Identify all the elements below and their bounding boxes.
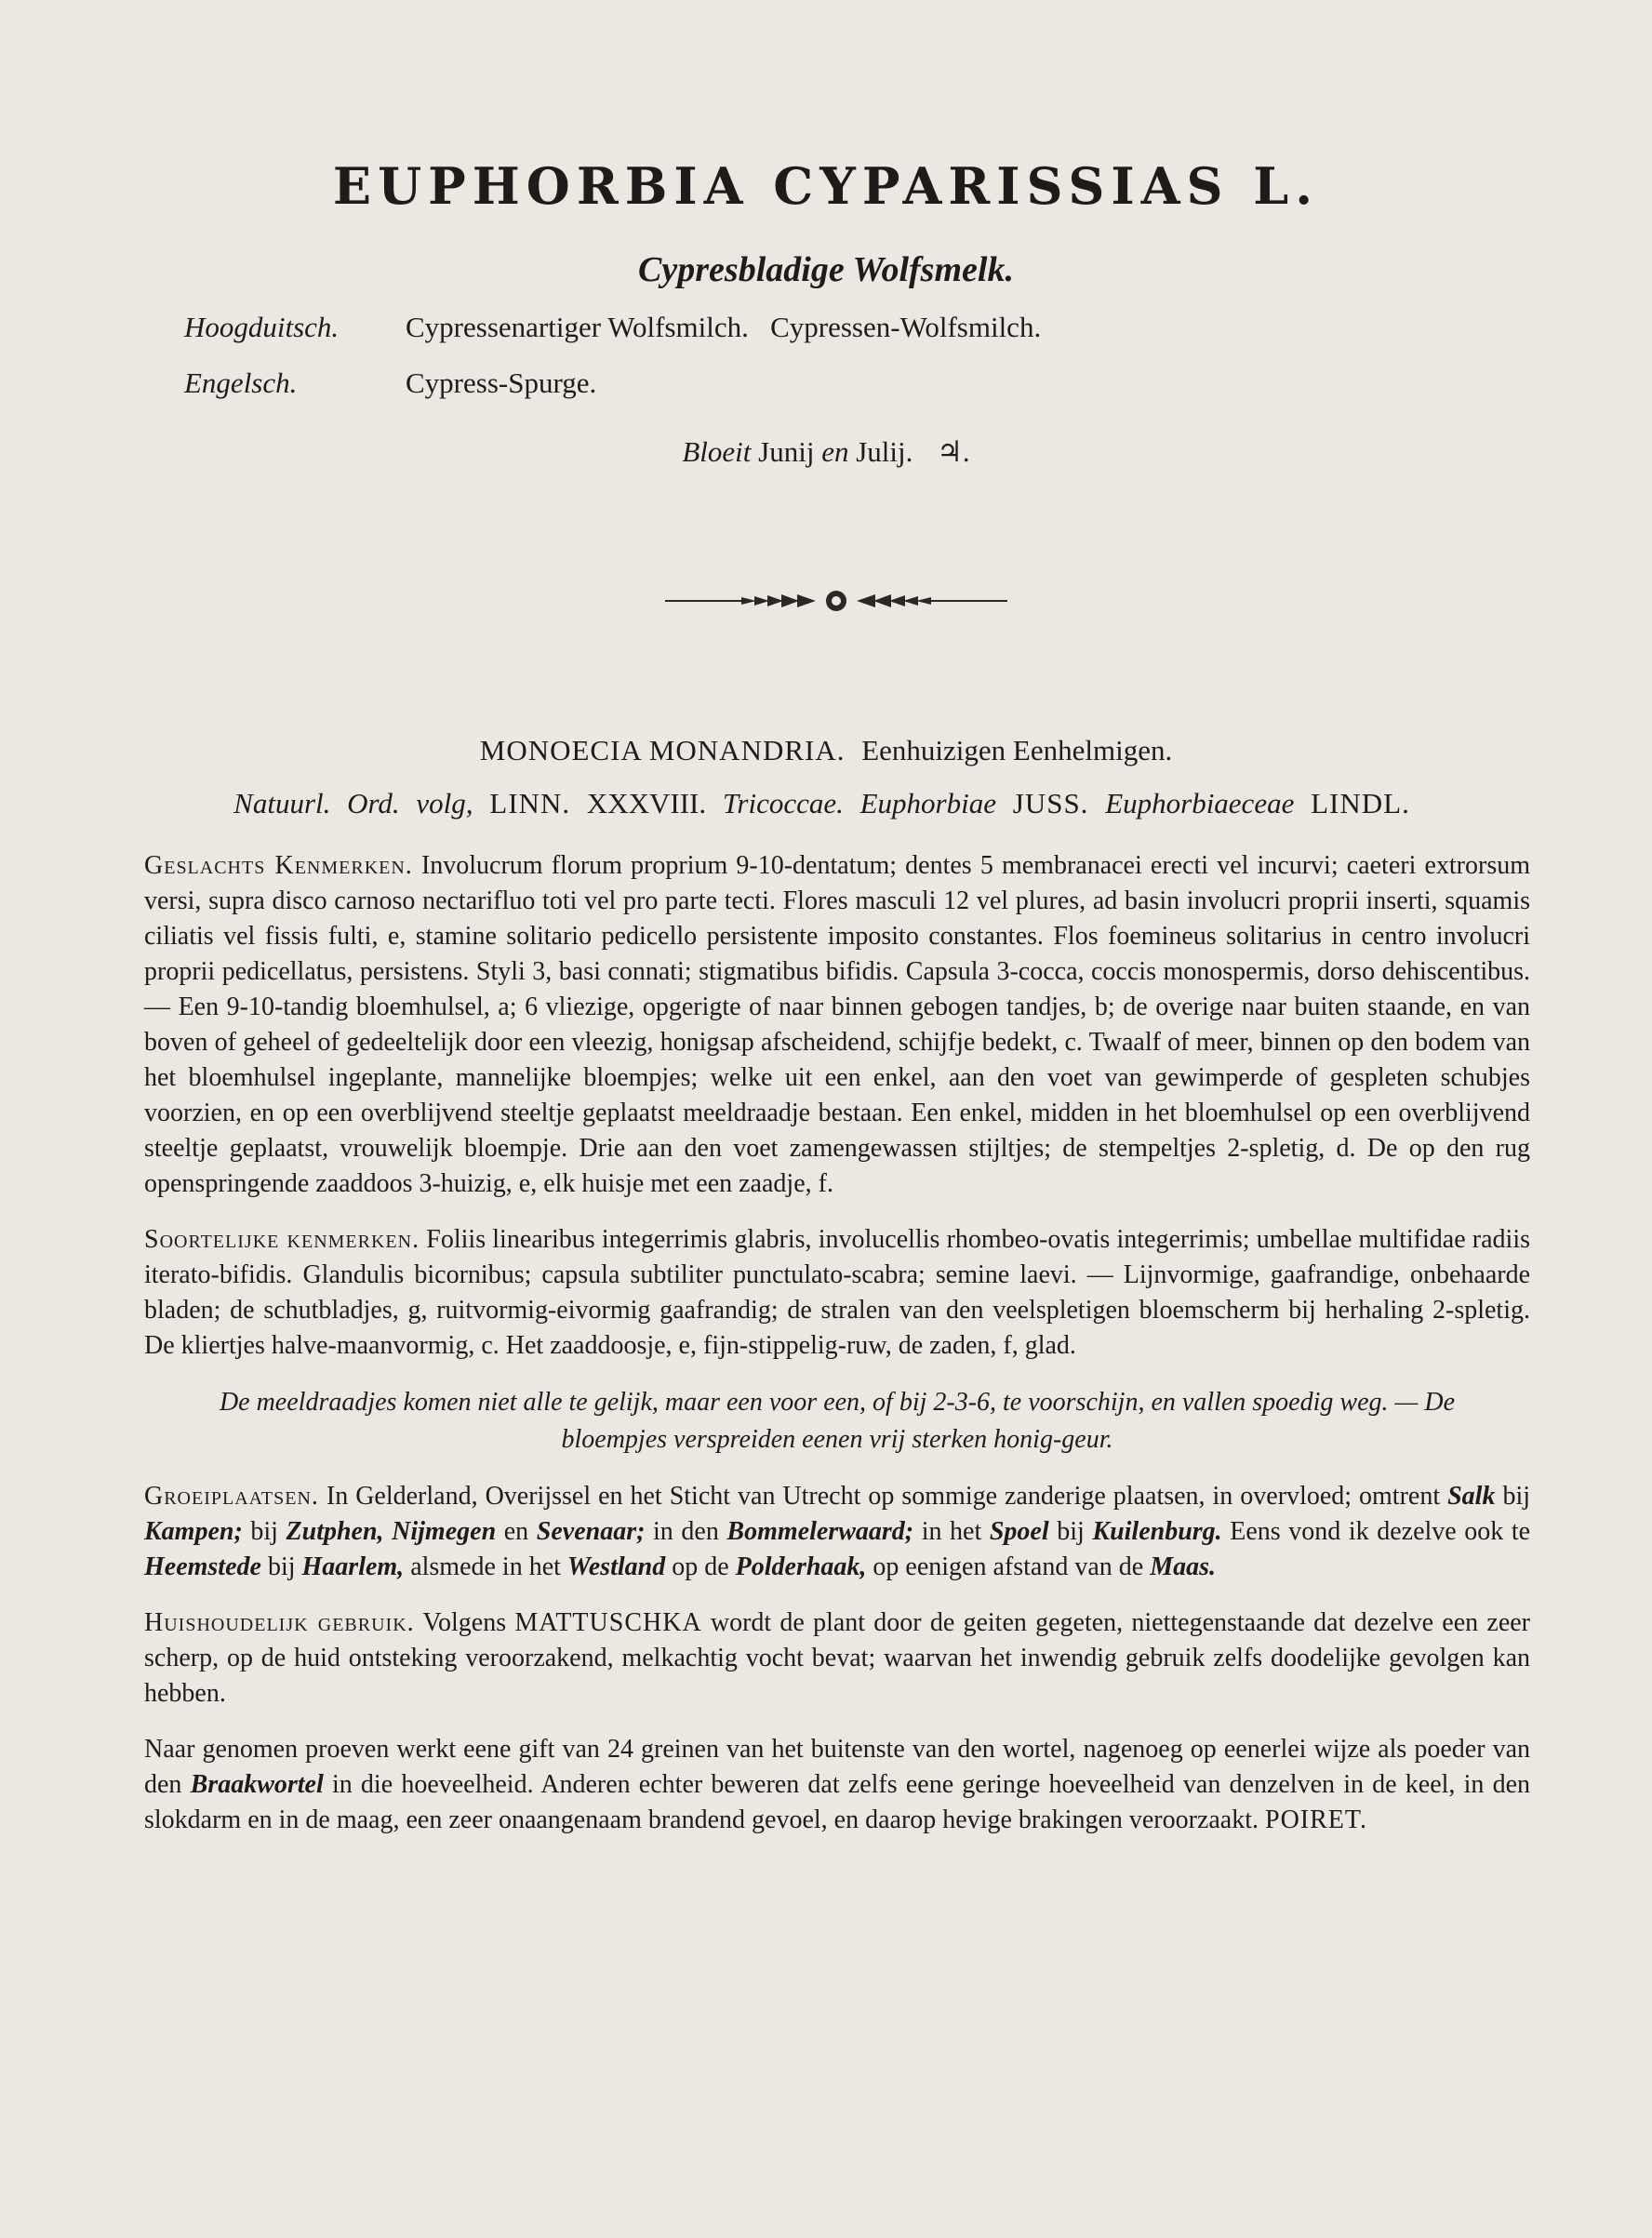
species-characteristics	[144, 1222, 1530, 1364]
order-name: Euphorbiae	[859, 787, 996, 819]
bloom-month: Junij	[758, 435, 815, 468]
paragraph-text: in die hoeveelheid. Anderen echter beweren dat zelfs eene geringe hoeveelheid van denzelven in de keel, in den slokdarm en in de maag, een zeer onaangenaam brandend gevoel, en daarop hevige brakingen veroorzaakt.	[144, 1770, 1530, 1834]
perennial-symbol: ♃.	[937, 435, 970, 468]
household-use-section	[144, 1605, 1530, 1712]
paragraph-text: Involucrum florum proprium 9-10-dentatum; dentes 5 membranacei erecti vel incurvi; caeteri extrorsum versi, supra disco carnoso nectarifluo toti vel pro parte tecti. Flores masculi 12 vel plures, ad basin involucri proprii inserti, squamis ciliatis vel fissis fulti, e, stamine solitario pedicello persistente imposito constantes. Flos foemineus solitarius in centro involucri proprii pedicellatus, persistens. Styli 3, basi connati; stigmatibus bifidis. Capsula 3-cocca, coccis monospermis, dorso dehiscentibus. — Een 9-10-tandig bloemhulsel, a; 6 vliezige, opgerigte of naar binnen gebogen tandjes, b; de overige naar buiten staande, en van boven of geheel of gedeeltelijk door een vleezig, honigsap afscheidend, schijfje bedekt, c. Twaalf of meer, binnen op den bodem van het bloemhulsel ingeplante, mannelijke bloempjes; welke uit een enkel, aan den voet van gewimperde of gespleten schubjes voorzien, en op een overblijvend steeltje geplaatst meeldraadje bestaan. Een enkel, midden in het bloemhulsel op een overblijvend steeltje geplaatst, vrouwelijk bloempje. Drie aan den voet zamengewassen stijltjes; de stempeltjes 2-spletig, d. De op den rug openspringende zaaddoos 3-huizig, e, elk huisje met een zaadje, f.	[144, 851, 1531, 1198]
ornament-divider	[665, 586, 1007, 616]
paragraph-text: in het	[921, 1517, 982, 1546]
author-name: POIRET.	[1265, 1805, 1367, 1834]
section-heading: Groeiplaatsen.	[144, 1482, 319, 1511]
body-text	[144, 848, 1530, 1858]
place-name: Polderhaak,	[735, 1552, 867, 1581]
order-label: Natuurl. Ord. volg,	[233, 787, 473, 819]
linnaean-class	[0, 734, 1652, 767]
author-abbrev: JUSS.	[1012, 787, 1089, 819]
place-name: Nijmegen	[392, 1517, 497, 1546]
paragraph-text: bij	[1057, 1517, 1085, 1546]
common-name: Cypress-Spurge.	[406, 366, 597, 399]
bloom-label: Bloeit	[682, 435, 752, 468]
paragraph-text: Naar genomen proeven werkt eene gift van 24 greinen van het buitenste van den wortel, nagenoeg op eenerlei wijze als poeder van den	[144, 1735, 1530, 1799]
place-name: Bommelerwaard;	[726, 1517, 914, 1546]
genus-characteristics	[144, 848, 1530, 1202]
common-name: Cypressenartiger Wolfsmilch. Cypressen-Wolfsmilch.	[406, 311, 1042, 343]
paragraph-text: op eenigen afstand van de	[873, 1552, 1144, 1581]
paragraph-text: In Gelderland, Overijssel en het Sticht van Utrecht op sommige zanderige plaatsen, in overvloed; omtrent	[326, 1482, 1441, 1511]
dosage-paragraph	[144, 1732, 1530, 1838]
order-name: Euphorbiaeceae	[1105, 787, 1295, 819]
paragraph-text: Volgens	[422, 1608, 507, 1637]
place-name: Westland	[566, 1552, 666, 1581]
paragraph-text: alsmede in het	[410, 1552, 561, 1581]
place-name: Heemstede	[144, 1552, 261, 1581]
section-heading: Geslachts Kenmerken.	[144, 851, 413, 880]
paragraph-text: in den	[653, 1517, 719, 1546]
place-name: Sevenaar;	[536, 1517, 646, 1546]
language-label: Engelsch.	[184, 366, 298, 399]
place-name: Salk	[1447, 1482, 1496, 1511]
place-name: Kuilenburg.	[1092, 1517, 1222, 1546]
paragraph-text: Eens vond ik dezelve ook te	[1230, 1517, 1531, 1546]
paragraph-text: op de	[672, 1552, 729, 1581]
bloom-line	[0, 435, 1652, 469]
place-name: Kampen;	[144, 1517, 243, 1546]
species-title: EUPHORBIA CYPARISSIAS L.	[332, 156, 1320, 216]
class-dutch: Eenhuizigen Eenhelmigen.	[861, 734, 1173, 766]
remedy-name: Braakwortel	[190, 1770, 324, 1799]
section-heading: Soortelijke kenmerken.	[144, 1225, 420, 1254]
place-name: Haarlem,	[301, 1552, 405, 1581]
section-heading: Huishoudelijk gebruik.	[144, 1608, 415, 1637]
dutch-name: Cypresbladige Wolfsmelk.	[638, 250, 1014, 289]
paragraph-text: bij	[250, 1517, 278, 1546]
class-latin: MONOECIA MONANDRIA.	[479, 734, 846, 766]
stamen-note: De meeldraadjes komen niet alle te gelijk, maar een voor een, of bij 2-3-6, te voorschijn, en vallen spoedig weg. — De bloempjes verspreiden eenen vrij sterken honig-geur.	[219, 1388, 1456, 1454]
order-name: Tricoccae.	[722, 787, 844, 819]
bloom-month: Julij.	[856, 435, 913, 468]
order-number: XXXVIII.	[586, 787, 707, 819]
bloom-conjunction: en	[821, 435, 849, 468]
author-name: MATTUSCHKA	[514, 1608, 702, 1637]
english-name-row	[184, 366, 596, 400]
natural-order	[145, 787, 1499, 820]
author-abbrev: LINDL.	[1311, 787, 1410, 819]
paragraph-text: Foliis linearibus integerrimis glabris, involucellis rhombeo-ovatis integerrimis; umbellae multifidae radiis iterato-bifidis. Glandulis bicornibus; capsula subtiliter punctulato-scabra; semine laevi. — Lijnvormige, gaafrandige, onbehaarde bladen; de schutbladjes, g, ruitvormig-eivormig gaafrandig; de stralen van den veelspletigen bloemscherm bij herhaling 2-spletig. De kliertjes halve-maanvormig, c. Het zaaddoosje, e, fijn-stippelig-ruw, de zaden, f, glad.	[144, 1225, 1531, 1360]
place-name: Maas.	[1150, 1552, 1216, 1581]
place-name: Zutphen,	[286, 1517, 384, 1546]
german-name-row	[184, 311, 1041, 344]
author-abbrev: LINN.	[489, 787, 571, 819]
paragraph-text: bij	[1502, 1482, 1531, 1511]
place-name: Spoel	[989, 1517, 1049, 1546]
paragraph-text: wordt de plant door de geiten gegeten, niettegenstaande dat dezelve een zeer scherp, op de huid ontsteking veroorzakend, melkachtig vocht bevat; waarvan het inwendig gebruik zelfs doodelijke gevolgen kan hebben.	[144, 1608, 1530, 1708]
habitat-section	[144, 1479, 1530, 1585]
paragraph-text: bij	[267, 1552, 296, 1581]
language-label: Hoogduitsch.	[184, 311, 340, 343]
paragraph-text: en	[503, 1517, 529, 1546]
